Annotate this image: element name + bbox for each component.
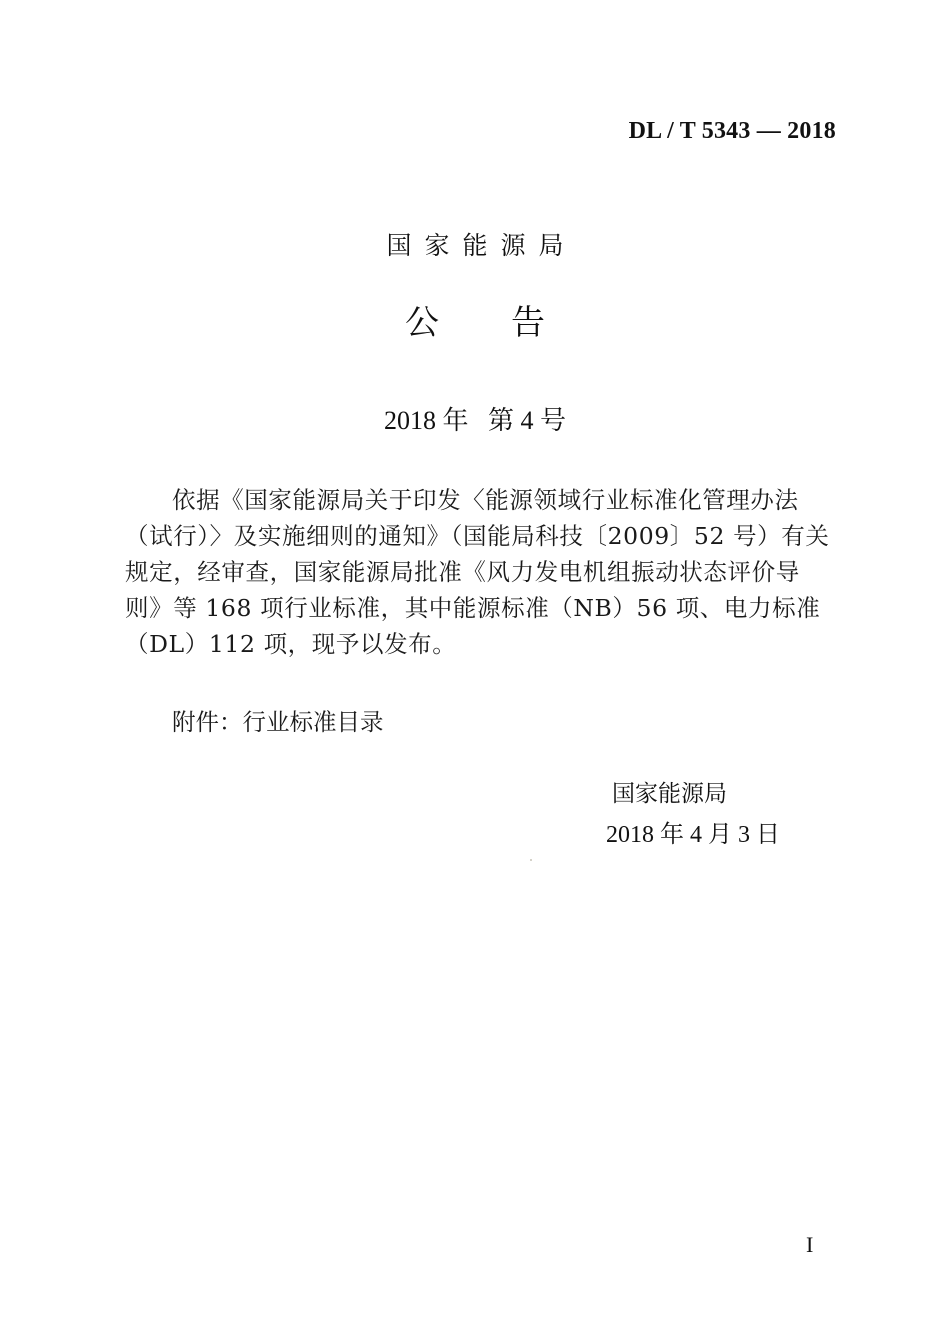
document-type-title (0, 295, 950, 344)
body-line: （试行）〉及实施细则的通知》（国能局科技〔2009〕52 号）有关 (125, 522, 830, 550)
standard-code: DL / T 5343 — 2018 (628, 118, 836, 144)
signature-date: 2018 年 4 月 3 日 (606, 822, 780, 848)
signature-issuer: 国家能源局 (612, 781, 727, 807)
scan-speck (530, 859, 532, 861)
body-line: 规定，经审查，国家能源局批准《风力发电机组振动状态评价导 (125, 558, 800, 586)
announcement-number: 2018 年 第 4 号 (383, 406, 566, 435)
doc-type-char-1: 公 (405, 303, 439, 343)
attachment-note: 附件：行业标准目录 (172, 708, 384, 736)
body-line: （DL）112 项，现予以发布。 (125, 630, 457, 658)
announcement-body (125, 482, 837, 662)
doc-type-char-2: 告 (511, 303, 545, 343)
body-line: 依据《国家能源局关于印发〈能源领域行业标准化管理办法 (172, 486, 799, 514)
body-line: 则》等 168 项行业标准，其中能源标准（NB）56 项、电力标准 (125, 594, 821, 622)
page-number: I (806, 1232, 814, 1257)
issuer-heading: 国家能源局 (386, 231, 577, 260)
